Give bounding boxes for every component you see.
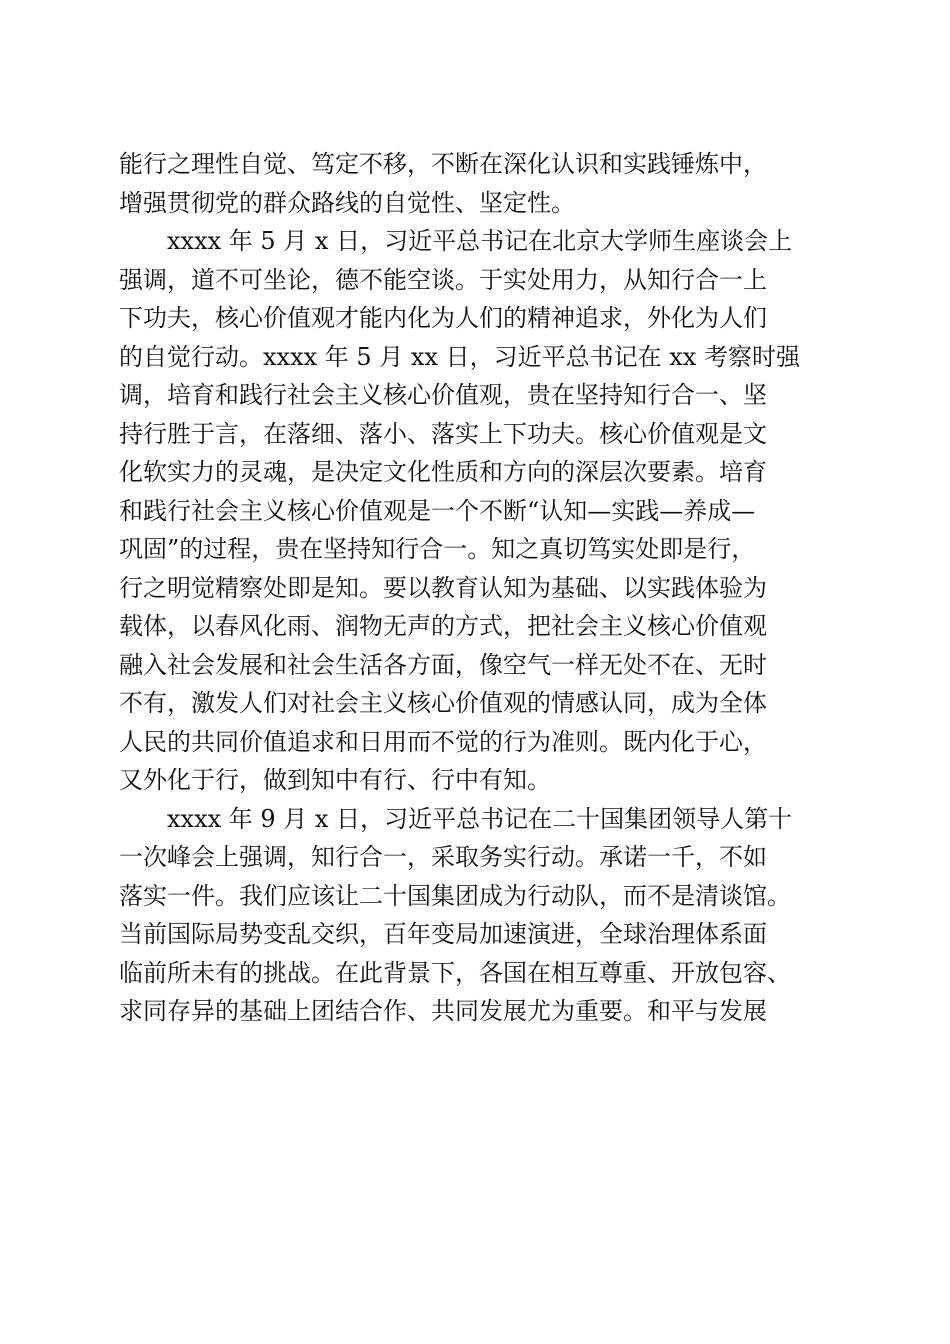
text-line: 融入社会发展和社会生活各方面，像空气一样无处不在、无时	[119, 650, 767, 679]
text-line: 增强贯彻党的群众路线的自觉性、坚定性。	[119, 188, 575, 217]
text-line: 不有，激发人们对社会主义核心价值观的情感认同，成为全体	[119, 689, 767, 717]
text-line: 持行胜于言，在落细、落小、落实上下功夫。核心价值观是文	[119, 419, 767, 448]
text-line: 载体，以春风化雨、润物无声的方式，把社会主义核心价值观	[119, 612, 767, 640]
text-line: 求同存异的基础上团结合作、共同发展尤为重要。和平与发展	[119, 997, 767, 1025]
text-line: 当前国际局势变乱交织，百年变局加速演进，全球治理体系面	[119, 920, 767, 948]
paragraph-start-line: xxxx 年 5 月 x 日，习近平总书记在北京大学师生座谈会上	[167, 227, 793, 255]
text-line: 下功夫，核心价值观才能内化为人们的精神追求，外化为人们	[119, 304, 767, 332]
text-line: 和践行社会主义核心价值观是一个不断“认知—实践—养成—	[119, 496, 756, 525]
text-line: 落实一件。我们应该让二十国集团成为行动队，而不是清谈馆。	[119, 881, 791, 910]
body-text	[119, 145, 839, 1031]
text-line: 的自觉行动。xxxx 年 5 月 xx 日，习近平总书记在 xx 考察时强	[119, 342, 800, 371]
text-line: 又外化于行，做到知中有行、行中有知。	[119, 766, 551, 794]
text-line: 能行之理性自觉、笃定不移，不断在深化认识和实践锤炼中，	[119, 150, 767, 178]
text-line: 化软实力的灵魂，是决定文化性质和方向的深层次要素。培育	[119, 458, 767, 486]
paragraph-start-line: xxxx 年 9 月 x 日，习近平总书记在二十国集团领导人第十	[167, 804, 793, 833]
text-line: 临前所未有的挑战。在此背景下，各国在相互尊重、开放包容、	[119, 958, 791, 987]
text-line: 行之明觉精察处即是知。要以教育认知为基础、以实践体验为	[119, 573, 767, 602]
text-line: 调，培育和践行社会主义核心价值观，贵在坚持知行合一、坚	[119, 381, 767, 409]
text-line: 一次峰会上强调，知行合一，采取务实行动。承诺一千，不如	[119, 843, 767, 871]
text-line: 人民的共同价值追求和日用而不觉的行为准则。既内化于心，	[119, 727, 767, 756]
text-line: 强调，道不可坐论，德不能空谈。于实处用力，从知行合一上	[119, 265, 767, 294]
text-line: 巩固”的过程，贵在坚持知行合一。知之真切笃实处即是行，	[119, 535, 756, 563]
